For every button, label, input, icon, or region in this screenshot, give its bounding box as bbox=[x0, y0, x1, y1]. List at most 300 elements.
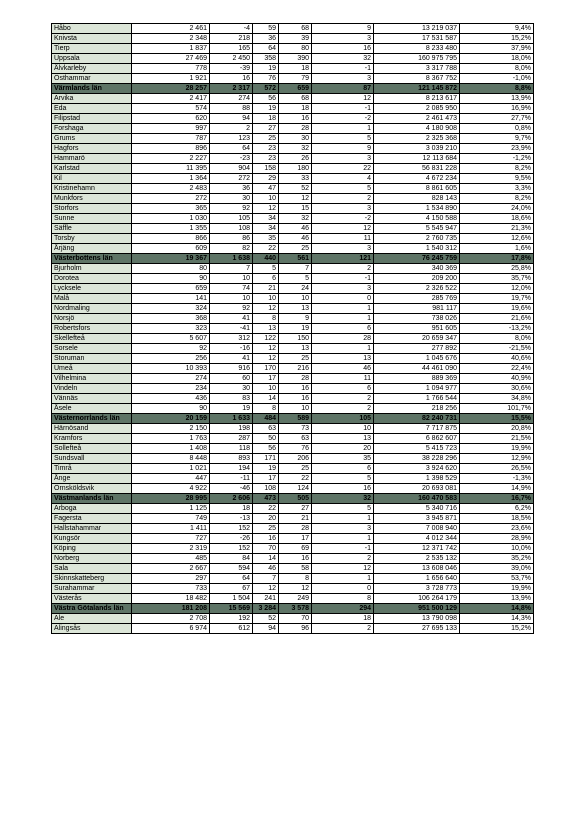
value-cell: 38 228 296 bbox=[374, 454, 460, 464]
county-row bbox=[52, 414, 534, 424]
municipality-cell: Ånge bbox=[52, 474, 132, 484]
value-cell: 17 bbox=[279, 534, 312, 544]
value-cell: 18 bbox=[312, 614, 374, 624]
value-cell: 1 921 bbox=[132, 74, 210, 84]
value-cell: 76 245 759 bbox=[374, 254, 460, 264]
value-cell: 8,0% bbox=[460, 334, 534, 344]
value-cell: 3 bbox=[312, 154, 374, 164]
value-cell: 620 bbox=[132, 114, 210, 124]
value-cell: 15,2% bbox=[460, 624, 534, 634]
value-cell: 1 766 544 bbox=[374, 394, 460, 404]
value-cell: 13 bbox=[253, 324, 279, 334]
value-cell: 8 861 605 bbox=[374, 184, 460, 194]
value-cell: 64 bbox=[253, 44, 279, 54]
value-cell: 659 bbox=[132, 284, 210, 294]
value-cell: 88 bbox=[210, 104, 253, 114]
value-cell: 1 bbox=[312, 574, 374, 584]
municipality-cell: Älvkarleby bbox=[52, 64, 132, 74]
value-cell: 390 bbox=[279, 54, 312, 64]
municipality-cell: Härnösand bbox=[52, 424, 132, 434]
value-cell: 12 bbox=[253, 584, 279, 594]
value-cell: 6 bbox=[253, 274, 279, 284]
municipality-cell: Bjurholm bbox=[52, 264, 132, 274]
value-cell: 2 417 bbox=[132, 94, 210, 104]
value-cell: 16 bbox=[253, 534, 279, 544]
value-cell: 15,2% bbox=[460, 34, 534, 44]
value-cell: 1 411 bbox=[132, 524, 210, 534]
table-row bbox=[52, 624, 534, 634]
value-cell: 8,0% bbox=[460, 64, 534, 74]
value-cell: 609 bbox=[132, 244, 210, 254]
value-cell: -13 bbox=[210, 514, 253, 524]
municipality-cell: Storuman bbox=[52, 354, 132, 364]
value-cell: 285 769 bbox=[374, 294, 460, 304]
municipality-cell: Umeå bbox=[52, 364, 132, 374]
value-cell: 1 504 bbox=[210, 594, 253, 604]
value-cell: 2 348 bbox=[132, 34, 210, 44]
value-cell: -16 bbox=[210, 344, 253, 354]
value-cell: 76 bbox=[253, 74, 279, 84]
value-cell: 152 bbox=[210, 524, 253, 534]
value-cell: 277 892 bbox=[374, 344, 460, 354]
value-cell: 69 bbox=[279, 544, 312, 554]
data-table bbox=[51, 23, 534, 634]
value-cell: 32 bbox=[312, 54, 374, 64]
table-row bbox=[52, 584, 534, 594]
value-cell: 28 bbox=[312, 334, 374, 344]
value-cell: 63 bbox=[253, 424, 279, 434]
municipality-cell: Robertsfors bbox=[52, 324, 132, 334]
table-row bbox=[52, 264, 534, 274]
value-cell: 997 bbox=[132, 124, 210, 134]
value-cell: 34,8% bbox=[460, 394, 534, 404]
value-cell: 0 bbox=[312, 294, 374, 304]
municipality-cell: Västerbottens län bbox=[52, 254, 132, 264]
value-cell: 3 bbox=[312, 204, 374, 214]
value-cell: 3 039 210 bbox=[374, 144, 460, 154]
value-cell: 108 bbox=[253, 484, 279, 494]
value-cell: 92 bbox=[132, 344, 210, 354]
municipality-cell: Skinnskatteberg bbox=[52, 574, 132, 584]
value-cell: 10 393 bbox=[132, 364, 210, 374]
municipality-cell: Knivsta bbox=[52, 34, 132, 44]
value-cell: 256 bbox=[132, 354, 210, 364]
value-cell: 274 bbox=[210, 94, 253, 104]
table-row bbox=[52, 284, 534, 294]
value-cell: 19 bbox=[253, 64, 279, 74]
value-cell: 612 bbox=[210, 624, 253, 634]
value-cell: 274 bbox=[132, 374, 210, 384]
municipality-cell: Fagersta bbox=[52, 514, 132, 524]
value-cell: 574 bbox=[132, 104, 210, 114]
value-cell: 20,8% bbox=[460, 424, 534, 434]
value-cell: 21,5% bbox=[460, 434, 534, 444]
value-cell: 64 bbox=[210, 144, 253, 154]
value-cell: 16,7% bbox=[460, 494, 534, 504]
value-cell: 8 bbox=[253, 404, 279, 414]
municipality-cell: Sollefteå bbox=[52, 444, 132, 454]
value-cell: 951 500 129 bbox=[374, 604, 460, 614]
table-row bbox=[52, 294, 534, 304]
municipality-cell: Västra Götalands län bbox=[52, 604, 132, 614]
value-cell: 46 bbox=[312, 364, 374, 374]
table-row bbox=[52, 214, 534, 224]
table-row bbox=[52, 524, 534, 534]
value-cell: 2 325 368 bbox=[374, 134, 460, 144]
value-cell: 561 bbox=[279, 254, 312, 264]
municipality-cell: Lycksele bbox=[52, 284, 132, 294]
value-cell: 28,9% bbox=[460, 534, 534, 544]
value-cell: 365 bbox=[132, 204, 210, 214]
value-cell: 14 bbox=[253, 554, 279, 564]
municipality-cell: Grums bbox=[52, 134, 132, 144]
municipality-cell: Munkfors bbox=[52, 194, 132, 204]
value-cell: 22 bbox=[253, 244, 279, 254]
value-cell: 22 bbox=[312, 164, 374, 174]
value-cell: 12 bbox=[312, 564, 374, 574]
municipality-cell: Västmanlands län bbox=[52, 494, 132, 504]
municipality-cell: Vindeln bbox=[52, 384, 132, 394]
value-cell: 83 bbox=[210, 394, 253, 404]
value-cell: 324 bbox=[132, 304, 210, 314]
county-row bbox=[52, 494, 534, 504]
value-cell: 27,7% bbox=[460, 114, 534, 124]
value-cell: 26 bbox=[279, 154, 312, 164]
value-cell: 3 945 871 bbox=[374, 514, 460, 524]
value-cell: 2 317 bbox=[210, 84, 253, 94]
value-cell: 12 bbox=[312, 224, 374, 234]
value-cell: 28 257 bbox=[132, 84, 210, 94]
value-cell: 2 bbox=[312, 624, 374, 634]
value-cell: 297 bbox=[132, 574, 210, 584]
value-cell: 2 bbox=[312, 394, 374, 404]
value-cell: 9,4% bbox=[460, 24, 534, 34]
value-cell: 56 bbox=[253, 444, 279, 454]
value-cell: 46 bbox=[279, 234, 312, 244]
table-row bbox=[52, 94, 534, 104]
municipality-cell: Ale bbox=[52, 614, 132, 624]
value-cell: 105 bbox=[312, 414, 374, 424]
table-row bbox=[52, 114, 534, 124]
value-cell: 12,0% bbox=[460, 284, 534, 294]
value-cell: 21 bbox=[279, 514, 312, 524]
value-cell: 2 bbox=[312, 194, 374, 204]
value-cell: 63 bbox=[279, 434, 312, 444]
table-row bbox=[52, 24, 534, 34]
value-cell: 904 bbox=[210, 164, 253, 174]
value-cell: 194 bbox=[210, 464, 253, 474]
value-cell: 35 bbox=[312, 454, 374, 464]
value-cell: 1,6% bbox=[460, 244, 534, 254]
value-cell: 23,6% bbox=[460, 524, 534, 534]
value-cell: 218 bbox=[210, 34, 253, 44]
table-row bbox=[52, 364, 534, 374]
value-cell: 25 bbox=[253, 524, 279, 534]
value-cell: 1 125 bbox=[132, 504, 210, 514]
municipality-cell: Håbo bbox=[52, 24, 132, 34]
value-cell: 2 085 950 bbox=[374, 104, 460, 114]
value-cell: 5 bbox=[312, 134, 374, 144]
value-cell: 787 bbox=[132, 134, 210, 144]
value-cell: 18 482 bbox=[132, 594, 210, 604]
value-cell: 25 bbox=[279, 464, 312, 474]
municipality-cell: Sala bbox=[52, 564, 132, 574]
municipality-cell: Hammarö bbox=[52, 154, 132, 164]
table-row bbox=[52, 574, 534, 584]
value-cell: 312 bbox=[210, 334, 253, 344]
value-cell: 13 219 037 bbox=[374, 24, 460, 34]
table-row bbox=[52, 314, 534, 324]
value-cell: 23 bbox=[253, 154, 279, 164]
value-cell: 447 bbox=[132, 474, 210, 484]
value-cell: 41 bbox=[210, 314, 253, 324]
table-row bbox=[52, 184, 534, 194]
value-cell: 19,6% bbox=[460, 304, 534, 314]
value-cell: 44 461 090 bbox=[374, 364, 460, 374]
value-cell: 22 bbox=[279, 474, 312, 484]
value-cell: -23 bbox=[210, 154, 253, 164]
value-cell: 3 578 bbox=[279, 604, 312, 614]
municipality-cell: Kil bbox=[52, 174, 132, 184]
value-cell: 82 240 731 bbox=[374, 414, 460, 424]
value-cell: 28 bbox=[279, 524, 312, 534]
value-cell: 8,2% bbox=[460, 194, 534, 204]
value-cell: 15 569 bbox=[210, 604, 253, 614]
value-cell: 21,3% bbox=[460, 224, 534, 234]
value-cell: -2 bbox=[312, 214, 374, 224]
value-cell: -11 bbox=[210, 474, 253, 484]
value-cell: 3 bbox=[312, 34, 374, 44]
municipality-cell: Kristinehamn bbox=[52, 184, 132, 194]
municipality-cell: Sunne bbox=[52, 214, 132, 224]
municipality-cell: Åsele bbox=[52, 404, 132, 414]
value-cell: 25 bbox=[279, 354, 312, 364]
value-cell: 8 bbox=[312, 594, 374, 604]
municipality-cell: Karlstad bbox=[52, 164, 132, 174]
value-cell: -1 bbox=[312, 544, 374, 554]
value-cell: 2 461 bbox=[132, 24, 210, 34]
municipality-cell: Uppsala bbox=[52, 54, 132, 64]
value-cell: 16 bbox=[279, 114, 312, 124]
value-cell: 6 862 607 bbox=[374, 434, 460, 444]
value-cell: 9 bbox=[312, 144, 374, 154]
value-cell: 160 975 795 bbox=[374, 54, 460, 64]
municipality-cell: Arvika bbox=[52, 94, 132, 104]
value-cell: 20 bbox=[312, 444, 374, 454]
value-cell: 18,5% bbox=[460, 514, 534, 524]
value-cell: 1 837 bbox=[132, 44, 210, 54]
table-row bbox=[52, 374, 534, 384]
value-cell: 165 bbox=[210, 44, 253, 54]
value-cell: 9,5% bbox=[460, 174, 534, 184]
value-cell: 30 bbox=[210, 384, 253, 394]
value-cell: 10 bbox=[279, 294, 312, 304]
value-cell: 27 469 bbox=[132, 54, 210, 64]
value-cell: 17 bbox=[253, 474, 279, 484]
value-cell: 94 bbox=[253, 624, 279, 634]
municipality-cell: Hallstahammar bbox=[52, 524, 132, 534]
value-cell: 39 bbox=[279, 34, 312, 44]
value-cell: -1 bbox=[312, 274, 374, 284]
value-cell: 6 bbox=[312, 384, 374, 394]
table-row bbox=[52, 434, 534, 444]
value-cell: 118 bbox=[210, 444, 253, 454]
value-cell: 4 180 908 bbox=[374, 124, 460, 134]
value-cell: 12 bbox=[253, 354, 279, 364]
value-cell: 34 bbox=[253, 214, 279, 224]
value-cell: 6 bbox=[312, 464, 374, 474]
table-row bbox=[52, 44, 534, 54]
value-cell: 287 bbox=[210, 434, 253, 444]
table-row bbox=[52, 64, 534, 74]
value-cell: 1 355 bbox=[132, 224, 210, 234]
table-row bbox=[52, 424, 534, 434]
value-cell: 9 bbox=[279, 314, 312, 324]
value-cell: 16 bbox=[279, 394, 312, 404]
value-cell: 2 bbox=[312, 264, 374, 274]
value-cell: 272 bbox=[210, 174, 253, 184]
value-cell: 358 bbox=[253, 54, 279, 64]
value-cell: 4 150 588 bbox=[374, 214, 460, 224]
municipality-cell: Filipstad bbox=[52, 114, 132, 124]
value-cell: 18,0% bbox=[460, 54, 534, 64]
value-cell: 15,5% bbox=[460, 414, 534, 424]
value-cell: 26,5% bbox=[460, 464, 534, 474]
value-cell: 5 bbox=[279, 274, 312, 284]
value-cell: 3 284 bbox=[253, 604, 279, 614]
value-cell: 24 bbox=[279, 284, 312, 294]
value-cell: 5 bbox=[312, 184, 374, 194]
value-cell: 34 bbox=[253, 224, 279, 234]
value-cell: 2 606 bbox=[210, 494, 253, 504]
value-cell: 6,2% bbox=[460, 504, 534, 514]
table-row bbox=[52, 194, 534, 204]
municipality-cell: Köping bbox=[52, 544, 132, 554]
value-cell: 25 bbox=[253, 134, 279, 144]
table-row bbox=[52, 324, 534, 334]
value-cell: 170 bbox=[253, 364, 279, 374]
value-cell: 79 bbox=[279, 74, 312, 84]
value-cell: 2 bbox=[312, 404, 374, 414]
value-cell: 20 bbox=[253, 514, 279, 524]
value-cell: 121 145 872 bbox=[374, 84, 460, 94]
value-cell: 216 bbox=[279, 364, 312, 374]
table-row bbox=[52, 334, 534, 344]
value-cell: 60 bbox=[210, 374, 253, 384]
value-cell: 29 bbox=[253, 174, 279, 184]
value-cell: 2 483 bbox=[132, 184, 210, 194]
value-cell: 24,0% bbox=[460, 204, 534, 214]
value-cell: 5 607 bbox=[132, 334, 210, 344]
value-cell: 10 bbox=[253, 384, 279, 394]
value-cell: 18,6% bbox=[460, 214, 534, 224]
value-cell: 18 bbox=[279, 64, 312, 74]
value-cell: 17 bbox=[253, 374, 279, 384]
value-cell: 7 717 875 bbox=[374, 424, 460, 434]
value-cell: 2 bbox=[210, 124, 253, 134]
value-cell: 92 bbox=[210, 304, 253, 314]
value-cell: 36 bbox=[210, 184, 253, 194]
table-row bbox=[52, 234, 534, 244]
value-cell: 13 bbox=[312, 434, 374, 444]
value-cell: 436 bbox=[132, 394, 210, 404]
value-cell: 1 bbox=[312, 314, 374, 324]
value-cell: -21,5% bbox=[460, 344, 534, 354]
table-row bbox=[52, 564, 534, 574]
value-cell: 0 bbox=[312, 584, 374, 594]
value-cell: 1 638 bbox=[210, 254, 253, 264]
county-row bbox=[52, 604, 534, 614]
value-cell: 37,9% bbox=[460, 44, 534, 54]
value-cell: 28 995 bbox=[132, 494, 210, 504]
value-cell: 19,9% bbox=[460, 584, 534, 594]
value-cell: 122 bbox=[253, 334, 279, 344]
value-cell: 27 bbox=[279, 504, 312, 514]
value-cell: 4 672 234 bbox=[374, 174, 460, 184]
value-cell: -2 bbox=[312, 114, 374, 124]
municipality-cell: Skellefteå bbox=[52, 334, 132, 344]
value-cell: 8 bbox=[253, 314, 279, 324]
value-cell: 218 256 bbox=[374, 404, 460, 414]
value-cell: 40,6% bbox=[460, 354, 534, 364]
municipality-cell: Sorsele bbox=[52, 344, 132, 354]
table-row bbox=[52, 394, 534, 404]
value-cell: 8 233 480 bbox=[374, 44, 460, 54]
value-cell: 16 bbox=[210, 74, 253, 84]
value-cell: 23,9% bbox=[460, 144, 534, 154]
value-cell: 323 bbox=[132, 324, 210, 334]
value-cell: 25 bbox=[279, 244, 312, 254]
value-cell: 106 264 179 bbox=[374, 594, 460, 604]
value-cell: 181 208 bbox=[132, 604, 210, 614]
value-cell: 505 bbox=[279, 494, 312, 504]
municipality-cell: Västernorrlands län bbox=[52, 414, 132, 424]
value-cell: 19,9% bbox=[460, 444, 534, 454]
value-cell: 18 bbox=[279, 104, 312, 114]
value-cell: 152 bbox=[210, 544, 253, 554]
value-cell: 12,6% bbox=[460, 234, 534, 244]
value-cell: 5 bbox=[312, 504, 374, 514]
municipality-cell: Eda bbox=[52, 104, 132, 114]
table-row bbox=[52, 304, 534, 314]
value-cell: 59 bbox=[253, 24, 279, 34]
value-cell: 16 bbox=[279, 554, 312, 564]
value-cell: 56 bbox=[253, 94, 279, 104]
table-row bbox=[52, 514, 534, 524]
municipality-cell: Malå bbox=[52, 294, 132, 304]
value-cell: 80 bbox=[279, 44, 312, 54]
table-row bbox=[52, 504, 534, 514]
value-cell: 12 371 742 bbox=[374, 544, 460, 554]
value-cell: 4 012 344 bbox=[374, 534, 460, 544]
value-cell: 20 659 347 bbox=[374, 334, 460, 344]
value-cell: 35,7% bbox=[460, 274, 534, 284]
value-cell: 17,8% bbox=[460, 254, 534, 264]
value-cell: 866 bbox=[132, 234, 210, 244]
value-cell: 485 bbox=[132, 554, 210, 564]
value-cell: 10 bbox=[312, 424, 374, 434]
value-cell: 3 bbox=[312, 244, 374, 254]
value-cell: 572 bbox=[253, 84, 279, 94]
value-cell: 828 143 bbox=[374, 194, 460, 204]
table-row bbox=[52, 54, 534, 64]
value-cell: 10 bbox=[210, 294, 253, 304]
municipality-cell: Alingsås bbox=[52, 624, 132, 634]
value-cell: 2 667 bbox=[132, 564, 210, 574]
municipality-cell: Arboga bbox=[52, 504, 132, 514]
table-row bbox=[52, 464, 534, 474]
value-cell: 1 bbox=[312, 514, 374, 524]
